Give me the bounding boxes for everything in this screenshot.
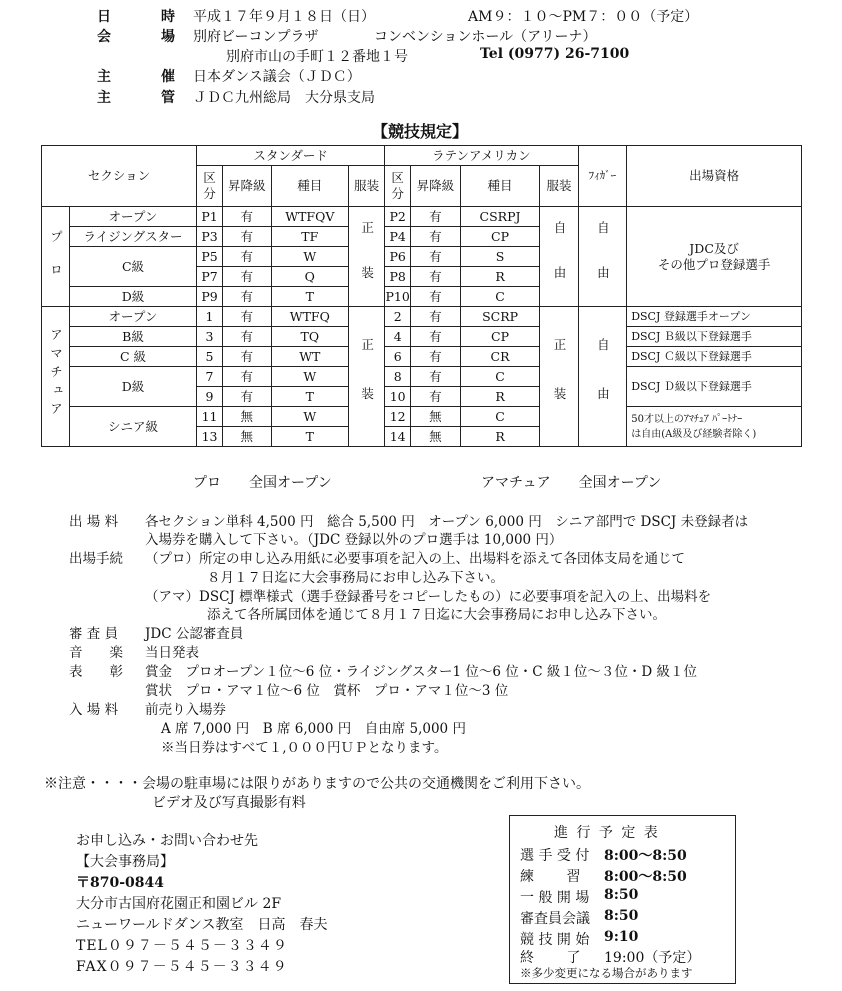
time-value: AM９：１０～PM７：００（予定） — [468, 9, 699, 25]
latin-promotion: 有 — [411, 287, 461, 307]
std-promotion: 有 — [222, 307, 271, 327]
latin-division: P4 — [385, 227, 411, 247]
proc-am-1: （アマ）DSCJ 標準様式（選手登録番号をコピーしたもの）に必要事項を記入の上、出場料を — [145, 589, 712, 605]
fee-text-2: 入場券を購入して下さい。（JDC 登録以外のプロ選手は 10,000 円） — [145, 532, 563, 548]
latin-division: P2 — [385, 207, 411, 227]
rules-title: 【競技規定】 — [372, 122, 469, 141]
date-value: 平成１７年９月１８日（日） — [193, 9, 375, 25]
latin-division: P8 — [385, 267, 411, 287]
latin-event: R — [460, 387, 540, 407]
schedule-item-value: 9:10 — [604, 929, 639, 945]
latin-division: 14 — [385, 427, 411, 447]
figure-header: ﾌｨｶﾞｰ — [578, 146, 627, 207]
latin-promotion: 有 — [411, 267, 461, 287]
std-event: WT — [271, 347, 349, 367]
am-qualification: DSCJ Ｄ級以下登録選手 — [627, 367, 802, 407]
schedule-title: 進 行 予 定 表 — [554, 825, 660, 841]
ticket-3: ※当日券はすべて１,０００円ＵＰとなります。 — [161, 740, 448, 756]
am-qualification: DSCJ 登録選手オープン — [627, 307, 802, 327]
std-promotion: 有 — [222, 287, 271, 307]
std-promotion: 有 — [222, 247, 271, 267]
sponsor-label: 主 催 — [97, 69, 193, 85]
std-division: P9 — [197, 287, 223, 307]
contact-line-3: 〒870-0844 — [76, 875, 164, 891]
latin-header: ラテンアメリカン — [385, 146, 578, 166]
qualification-header: 出場資格 — [627, 146, 802, 207]
latin-promotion: 有 — [411, 387, 461, 407]
standard-header: スタンダード — [197, 146, 385, 166]
std-dress: 正 装 — [349, 207, 385, 307]
schedule-item-label: 練 習 — [520, 869, 581, 885]
section-cell: シニア級 — [69, 407, 196, 447]
proc-pro-2: ８月１７日迄に大会事務局にお申し込み下さい。 — [207, 570, 504, 586]
schedule-item-value: 8:50 — [604, 908, 639, 924]
schedule-item-value: 8:00～8:50 — [604, 848, 687, 864]
venue-name: 別府ビーコンプラザ — [193, 29, 319, 45]
std-promotion: 無 — [222, 427, 271, 447]
contact-line-4: 大分市古国府花園正和園ビル 2F — [76, 896, 282, 912]
std-event: T — [271, 387, 349, 407]
sponsor-value: 日本ダンス議会（ＪＤＣ） — [193, 69, 361, 85]
award-1: 賞金 プロオープン１位～6 位・ライジングスター1 位～6 位・C 級１位～３位・D 級１位 — [145, 664, 698, 680]
dress-header: 服装 — [349, 166, 385, 207]
section-cell: B級 — [69, 327, 196, 347]
figure-cell: 自 由 — [578, 207, 627, 307]
std-event: WTFQV — [271, 207, 349, 227]
ticket-1: 前売り入場券 — [145, 702, 226, 718]
ticket-2: A 席 7,000 円 B 席 6,000 円 自由席 5,000 円 — [161, 721, 466, 737]
contact-line-2: 【大会事務局】 — [76, 854, 174, 870]
latin-event: C — [460, 287, 540, 307]
latin-promotion: 有 — [411, 327, 461, 347]
am-qualification: 50才以上のｱﾏﾁｭｱ ﾊﾟｰﾄﾅｰ は自由(A級及び経験者除く) — [627, 407, 802, 447]
std-division: 5 — [197, 347, 223, 367]
proc-am-2: 添えて各所属団体を通じて８月１７日迄に大会事務局にお申し込み下さい。 — [207, 607, 666, 623]
std-event: TQ — [271, 327, 349, 347]
latin-promotion: 無 — [411, 407, 461, 427]
award-2: 賞状 プロ・アマ１位～6 位 賞杯 プロ・アマ１位～3 位 — [145, 683, 509, 699]
pro-open-note: プロ 全国オープン — [193, 475, 332, 491]
section-cell: C 級 — [69, 347, 196, 367]
pro-label: プ ロ — [42, 207, 70, 307]
am-qualification: DSCJ Ｂ級以下登録選手 — [627, 327, 802, 347]
rules-table — [41, 145, 802, 447]
photo-note: ビデオ及び写真撮影有料 — [152, 795, 306, 811]
venue-hall: コンベンションホール（アリーナ） — [374, 29, 597, 45]
std-division: 11 — [197, 407, 223, 427]
schedule-item-label: 審査員会議 — [520, 911, 590, 927]
latin-division: 8 — [385, 367, 411, 387]
event-header: 種目 — [460, 166, 540, 207]
std-promotion: 有 — [222, 367, 271, 387]
schedule-item-value: 8:00～8:50 — [604, 869, 687, 885]
contact-line-5: ニューワールドダンス教室 日高 春夫 — [76, 917, 328, 933]
promotion-header: 昇降級 — [222, 166, 271, 207]
section-cell: ライジングスター — [69, 227, 196, 247]
std-event: Q — [271, 267, 349, 287]
latin-event: CP — [460, 227, 540, 247]
std-event: W — [271, 407, 349, 427]
organizer-label: 主 管 — [97, 90, 193, 106]
section-cell: C級 — [69, 247, 196, 287]
promotion-header: 昇降級 — [411, 166, 461, 207]
std-event: T — [271, 287, 349, 307]
contact-fax: FAX０９７－５４５－３３４９ — [76, 959, 288, 975]
music-label: 音 楽 — [69, 645, 123, 661]
latin-dress: 自 由 — [540, 207, 578, 307]
judge-label: 審 査 員 — [69, 626, 119, 642]
std-division: P5 — [197, 247, 223, 267]
latin-promotion: 有 — [411, 247, 461, 267]
latin-event: CSRPJ — [460, 207, 540, 227]
latin-promotion: 有 — [411, 227, 461, 247]
std-division: 9 — [197, 387, 223, 407]
std-promotion: 無 — [222, 407, 271, 427]
date-label: 日 時 — [97, 9, 193, 25]
division-header: 区分 — [197, 166, 223, 207]
dress-header: 服装 — [540, 166, 578, 207]
contact-line-1: お申し込み・お問い合わせ先 — [76, 833, 258, 849]
std-promotion: 有 — [222, 327, 271, 347]
std-event: W — [271, 247, 349, 267]
std-division: 7 — [197, 367, 223, 387]
latin-event: C — [460, 407, 540, 427]
contact-tel: TEL０９７－５４５－３３４９ — [76, 938, 288, 954]
std-promotion: 有 — [222, 267, 271, 287]
schedule-note: ※多少変更になる場合があります — [520, 966, 693, 980]
fee-text-1: 各セクション単科 4,500 円 総合 5,500 円 オープン 6,000 円 シニア部門で DSCJ 未登録者は — [145, 514, 749, 530]
std-event: W — [271, 367, 349, 387]
proc-label: 出場手続 — [69, 551, 123, 567]
proc-pro-1: （プロ）所定の申し込み用紙に必要事項を記入の上、出場料を添えて各団体支局を通じて — [145, 551, 685, 567]
latin-division: 12 — [385, 407, 411, 427]
std-event: T — [271, 427, 349, 447]
std-division: 13 — [197, 427, 223, 447]
section-cell: オープン — [69, 207, 196, 227]
latin-event: CR — [460, 347, 540, 367]
std-division: P7 — [197, 267, 223, 287]
std-promotion: 有 — [222, 387, 271, 407]
std-division: 3 — [197, 327, 223, 347]
std-division: 1 — [197, 307, 223, 327]
latin-promotion: 有 — [411, 367, 461, 387]
latin-promotion: 有 — [411, 347, 461, 367]
event-header: 種目 — [271, 166, 349, 207]
std-event: WTFQ — [271, 307, 349, 327]
section-cell: オープン — [69, 307, 196, 327]
schedule-item-label: 選 手 受 付 — [520, 848, 590, 864]
latin-event: C — [460, 367, 540, 387]
schedule-item-label: 終 了 — [520, 950, 581, 966]
section-cell: D級 — [69, 287, 196, 307]
std-promotion: 有 — [222, 347, 271, 367]
ticket-label: 入 場 料 — [69, 702, 119, 718]
schedule-item-label: 一 般 開 場 — [520, 890, 590, 906]
schedule-item-label: 競 技 開 始 — [520, 932, 590, 948]
division-header: 区分 — [385, 166, 411, 207]
am-open-note: アマチュア 全国オープン — [481, 475, 662, 491]
pro-qualification: JDC及び その他プロ登録選手 — [627, 207, 802, 307]
amateur-label: アマチュア — [42, 307, 70, 447]
latin-promotion: 無 — [411, 427, 461, 447]
latin-promotion: 有 — [411, 207, 461, 227]
section-cell: D級 — [69, 367, 196, 407]
venue-address: 別府市山の手町１２番地１号 — [226, 49, 408, 65]
section-header: セクション — [42, 146, 197, 207]
std-event: TF — [271, 227, 349, 247]
latin-event: CP — [460, 327, 540, 347]
latin-division: P6 — [385, 247, 411, 267]
latin-event: S — [460, 247, 540, 267]
latin-promotion: 有 — [411, 307, 461, 327]
std-division: P3 — [197, 227, 223, 247]
schedule-box — [509, 815, 736, 984]
figure-cell: 自 由 — [578, 307, 627, 447]
latin-event: R — [460, 427, 540, 447]
latin-division: P10 — [385, 287, 411, 307]
venue-label: 会 場 — [97, 29, 193, 45]
std-division: P1 — [197, 207, 223, 227]
am-qualification: DSCJ Ｃ級以下登録選手 — [627, 347, 802, 367]
latin-dress: 正 装 — [540, 307, 578, 447]
schedule-item-value: 19:00（予定） — [604, 950, 701, 966]
fee-label: 出 場 料 — [69, 514, 119, 530]
award-label: 表 彰 — [69, 664, 123, 680]
organizer-value: ＪＤＣ九州総局 大分県支局 — [193, 90, 375, 106]
std-dress: 正 装 — [349, 307, 385, 447]
latin-division: 6 — [385, 347, 411, 367]
schedule-item-value: 8:50 — [604, 887, 639, 903]
music-value: 当日発表 — [145, 645, 199, 661]
latin-event: SCRP — [460, 307, 540, 327]
latin-division: 2 — [385, 307, 411, 327]
parking-note: ※注意・・・・会場の駐車場には限りがありますので公共の交通機関をご利用下さい。 — [44, 776, 590, 792]
venue-tel: Tel (0977) 26-7100 — [480, 46, 630, 62]
latin-division: 4 — [385, 327, 411, 347]
latin-division: 10 — [385, 387, 411, 407]
judge-value: JDC 公認審査員 — [145, 626, 244, 642]
latin-event: R — [460, 267, 540, 287]
std-promotion: 有 — [222, 207, 271, 227]
std-promotion: 有 — [222, 227, 271, 247]
